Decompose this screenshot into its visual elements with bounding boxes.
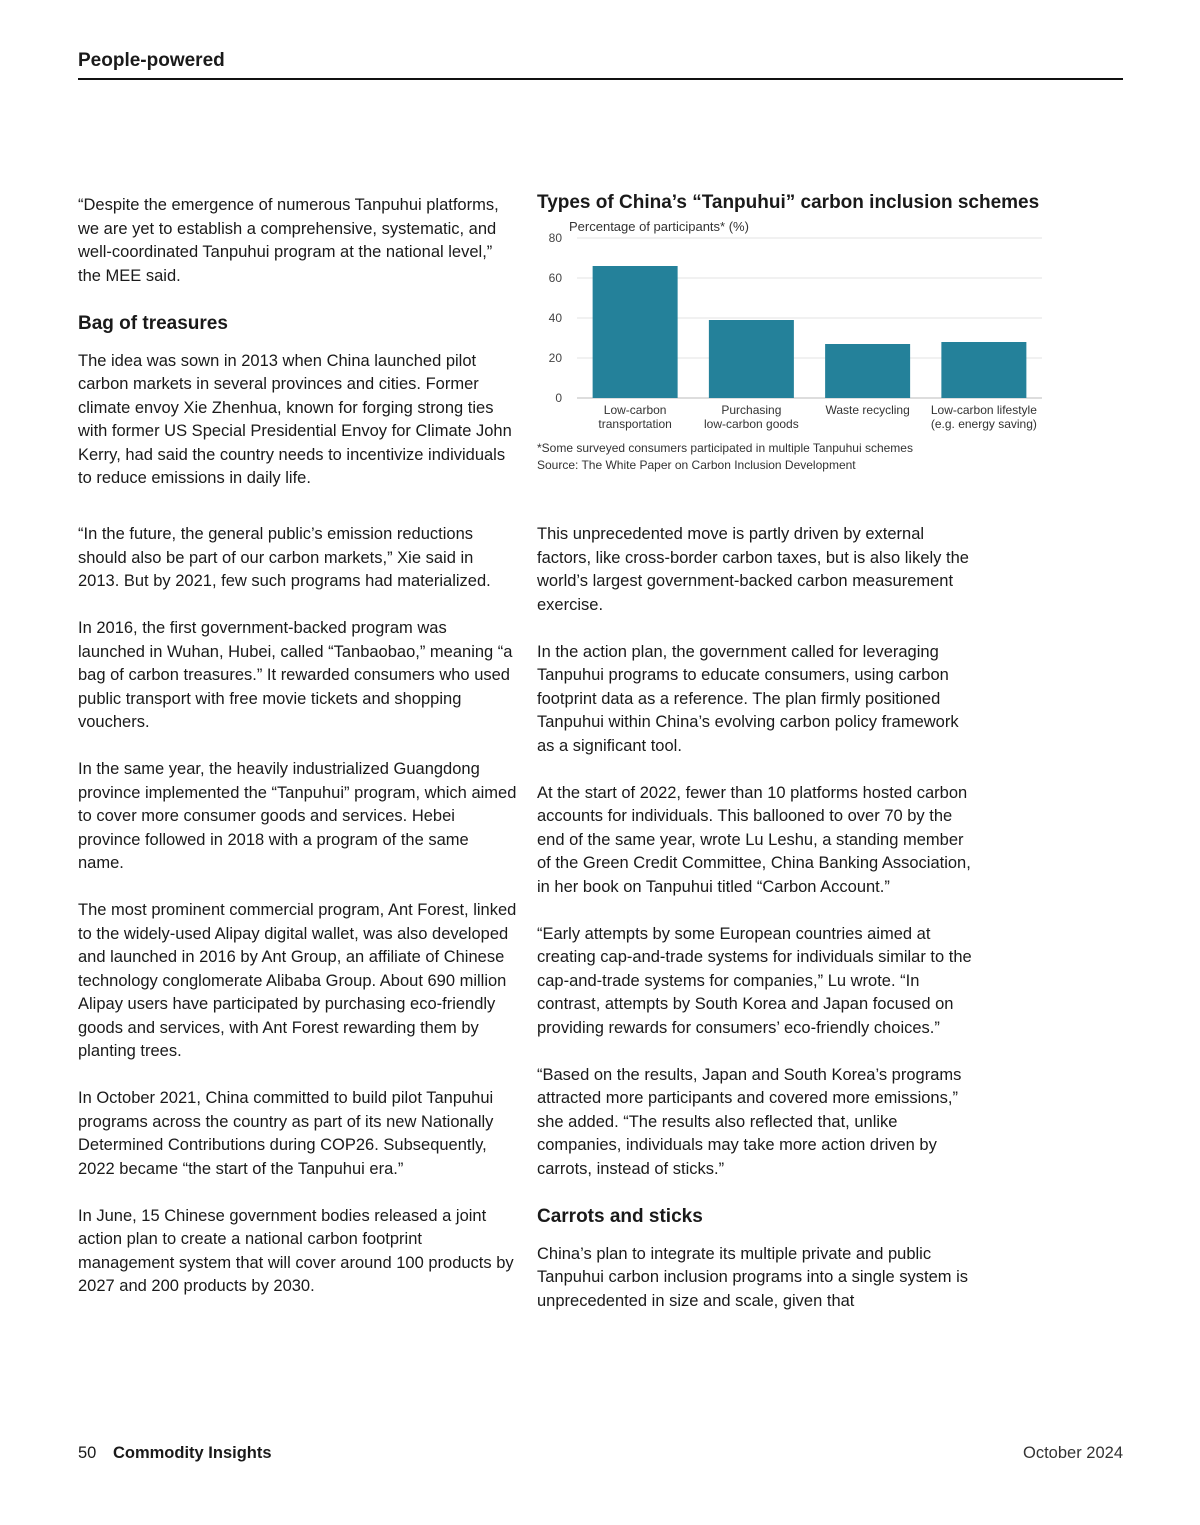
chart-footnote: *Some surveyed consumers participated in multiple Tanpuhui schemes [537,441,913,455]
section-title: People-powered [78,50,225,71]
bar-chart [537,190,1047,480]
paragraph: At the start of 2022, fewer than 10 platforms hosted carbon accounts for individuals. This ballooned to over 70 by the end of the same year, wrote Lu Leshu, a standing member of the Green Credit Committee, China Banking Association, in her book on Tanpuhui titled “Carbon Account.” [537,783,971,896]
y-tick-label: 20 [548,351,562,365]
paragraph: In June, 15 Chinese government bodies released a joint action plan to create a national carbon footprint management system that will cover around 100 products by 2027 and 200 products by 2030. [78,1206,514,1295]
paragraph: This unprecedented move is partly driven by external factors, like cross-border carbon taxes, but is also likely the world’s largest government-backed carbon measurement exercise. [537,525,969,614]
heading-bag-of-treasures: Bag of treasures [78,312,228,334]
chart-notes [537,440,913,474]
intro-paragraph: The idea was sown in 2013 when China launched pilot carbon markets in several provinces and cities. Former climate envoy Xie Zhenhua, known for forging strong ties with former US Special Presidential Envoy for Climate John Kerry, had said the country needs to incentivize individuals to reduce emissions in daily life. [78,351,512,487]
issue-date: October 2024 [1023,1444,1123,1462]
paragraph: China’s plan to integrate its multiple private and public Tanpuhui carbon inclusion programs into a single system is unprecedented in size and scale, given that [537,1244,969,1310]
x-tick-label: low-carbon goods [704,417,799,431]
heading-carrots-and-sticks: Carrots and sticks [537,1205,703,1227]
page-number: 50 [78,1444,97,1462]
paragraph: The most prominent commercial program, Ant Forest, linked to the widely-used Alipay digital wallet, was also developed and launched in 2016 by Ant Group, an affiliate of Chinese technology conglomerate Alibaba Group. About 690 million Alipay users have participated by purchasing eco-friendly goods and services, with Ant Forest rewarding them by planting trees. [78,901,517,1060]
y-tick-label: 40 [548,311,562,325]
y-axis-label: Percentage of participants* (%) [569,220,749,234]
page-footer [78,1444,1123,1468]
bar [709,320,794,398]
chart-source: Source: The White Paper on Carbon Inclusion Development [537,458,856,472]
x-tick-label: (e.g. energy saving) [930,417,1037,431]
paragraph: “Based on the results, Japan and South Korea’s programs attracted more participants and covered more emissions,” she added. “The results also reflected that, unlike companies, individuals may take more action driven by carrots, instead of sticks.” [537,1065,962,1178]
paragraph: “Early attempts by some European countries aimed at creating cap-and-trade systems for individuals similar to the cap-and-trade systems for companies,” Lu wrote. “In contrast, attempts by South Korea and Japan focused on providing rewards for consumers’ eco-friendly choices.” [537,924,972,1037]
paragraph: In the action plan, the government called for leveraging Tanpuhui programs to educate consumers, using carbon footprint data as a reference. The plan firmly positioned Tanpuhui within China’s evolving carbon policy framework as a significant tool. [537,642,959,755]
y-tick-label: 60 [548,271,562,285]
page-header [78,48,1123,80]
chart-plot [537,220,1047,435]
x-tick-label: Purchasing [721,403,782,417]
right-column-bottom [537,523,977,1337]
paragraph: In 2016, the first government-backed program was launched in Wuhan, Hubei, called “Tanbaobao,” meaning “a bag of carbon treasures.” It rewarded consumers who used public transport with free movie tickets and shopping vouchers. [78,619,513,731]
mee-quote-paragraph: “Despite the emergence of numerous Tanpuhui platforms, we are yet to establish a comprehensive, systematic, and well-coordinated Tanpuhui program at the national level,” the MEE said. [78,196,499,285]
bar [941,342,1026,398]
bar [593,266,678,398]
chart-title: Types of China’s “Tanpuhui” carbon inclusion schemes [537,192,1040,213]
paragraph: In October 2021, China committed to build pilot Tanpuhui programs across the country as part of its new Nationally Determined Contributions during COP26. Subsequently, 2022 became “the start of the Tanpuhui era.” [78,1089,494,1178]
y-tick-label: 80 [548,231,562,245]
x-tick-label: transportation [598,417,672,431]
left-column-top [78,194,518,514]
bar [825,344,910,398]
paragraph: “In the future, the general public’s emission reductions should also be part of our carbon markets,” Xie said in 2013. But by 2021, few such programs had materialized. [78,525,491,590]
x-tick-label: Waste recycling [825,403,910,417]
footer-left [78,1444,272,1463]
x-tick-label: Low-carbon lifestyle [930,403,1037,417]
y-tick-label: 0 [555,391,562,405]
left-column-bottom [78,523,518,1322]
publication-name: Commodity Insights [112,1444,272,1462]
paragraph: In the same year, the heavily industrialized Guangdong province implemented the “Tanpuhui” program, which aimed to cover more consumer goods and services. Hebei province followed in 2018 with a program of the same name. [78,760,517,872]
x-tick-label: Low-carbon [603,403,667,417]
